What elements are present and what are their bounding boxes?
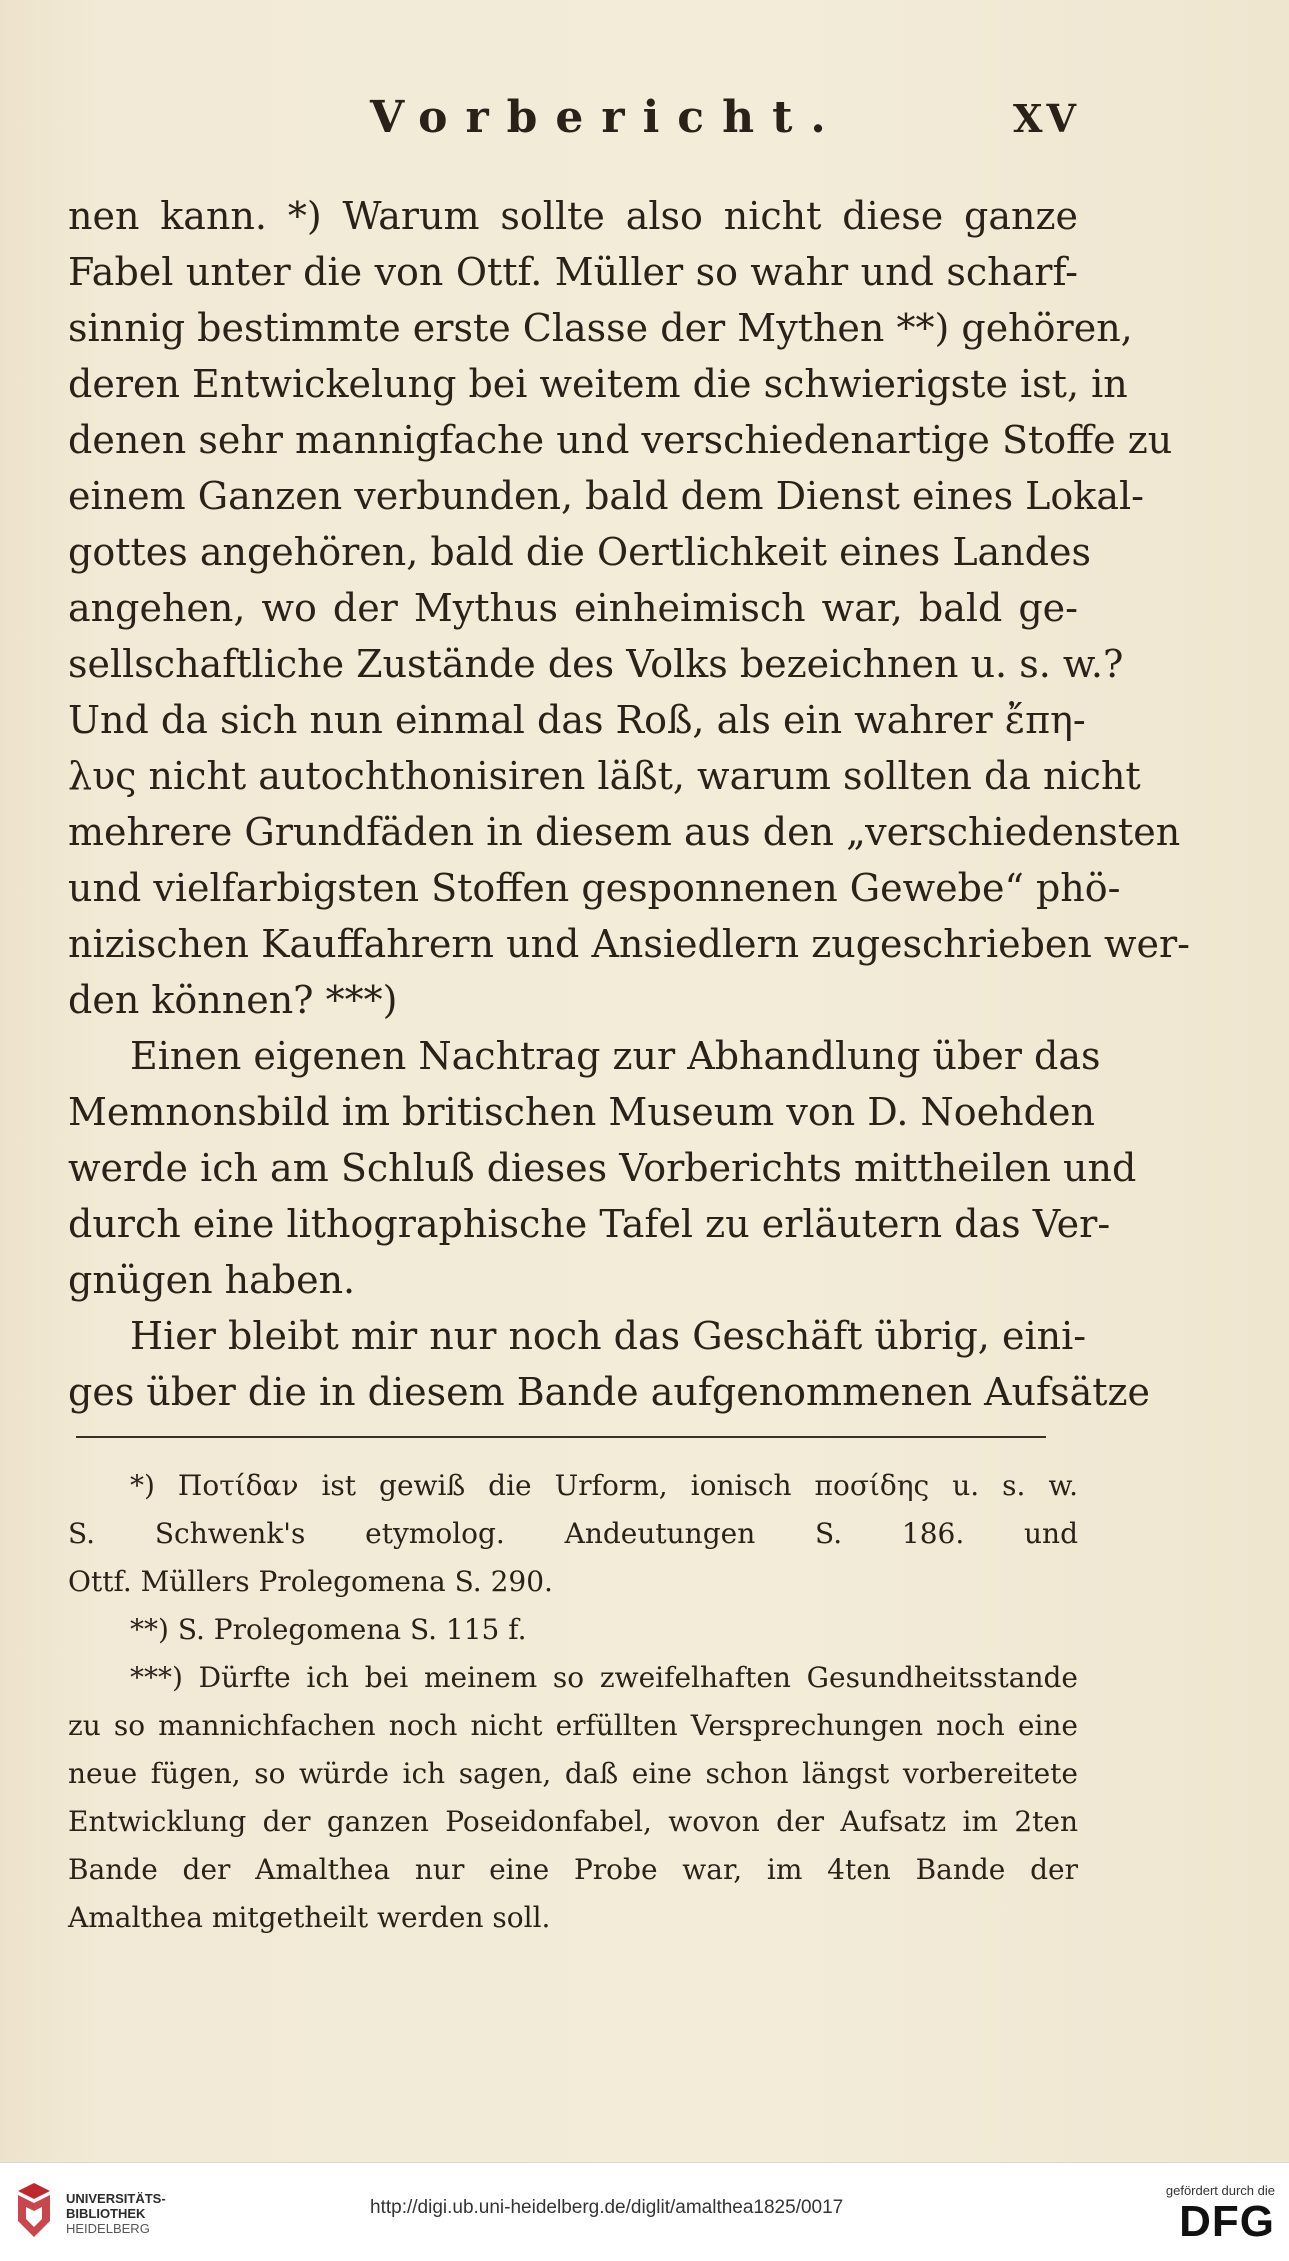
viewer-footer [0,2162,1289,2261]
library-name [66,2191,166,2236]
text-line: Hier bleibt mir nur noch das Geschäft übrig, eini- [130,1314,1087,1358]
text-line: werde ich am Schluß dieses Vorberichts mittheilen und [68,1146,1137,1190]
text-line: nizischen Kauffahrern und Ansiedlern zugeschrieben wer- [68,922,1190,966]
footnote-line: zu so mannichfachen noch nicht erfüllten Versprechungen noch eine [68,1709,1078,1742]
footnote-line: Bande der Amalthea nur eine Probe war, im 4ten Bande der [68,1853,1078,1886]
text-line: sellschaftliche Zustände des Volks bezeichnen u. s. w.? [68,642,1124,686]
permalink-url[interactable]: http://digi.ub.uni-heidelberg.de/diglit/amalthea1825/0017 [370,2197,844,2218]
library-name-line3: HEIDELBERG [66,2221,150,2236]
text-line: angehen, wo der Mythus einheimisch war, bald ge- [68,586,1078,630]
text-line: den können? ***) [68,978,398,1022]
running-title: Vorbericht. [370,92,844,143]
text-line: ges über die in diesem Bande aufgenommenen Aufsätze [68,1370,1151,1414]
footnote-line: **) S. Prolegomena S. 115 f. [130,1613,527,1646]
text-line: gnügen haben. [68,1258,356,1302]
text-line: sinnig bestimmte erste Classe der Mythen **) gehören, [68,306,1133,350]
page-number: XV [1013,96,1080,141]
text-line: durch eine lithographische Tafel zu erläutern das Ver- [68,1202,1111,1246]
text-line: Einen eigenen Nachtrag zur Abhandlung über das [130,1034,1101,1078]
text-line: Fabel unter die von Ottf. Müller so wahr und scharf- [68,250,1078,294]
text-line: Memnonsbild im britischen Museum von D. Noehden [68,1090,1095,1134]
funder-block [1145,2183,1275,2246]
university-library-logo-icon [12,2181,56,2239]
text-line: gottes angehören, bald die Oertlichkeit eines Landes [68,530,1091,574]
body-text [68,188,1190,1420]
text-line: mehrere Grundfäden in diesem aus den „verschiedensten [68,810,1181,854]
dfg-logo: DFG [1179,2197,1275,2246]
footnote-divider [76,1436,1046,1438]
footnote-line: neue fügen, so würde ich sagen, daß eine schon längst vorbereitete [68,1757,1078,1790]
text-line: denen sehr mannigfache und verschiedenartige Stoffe zu [68,418,1173,462]
text-line: deren Entwickelung bei weitem die schwierigste ist, in [68,362,1128,406]
footnote-line: *) Ποτίδαν ist gewiß die Urform, ionisch ποσίδης u. s. w. [130,1469,1078,1502]
text-line: einem Ganzen verbunden, bald dem Dienst eines Lokal- [68,474,1144,518]
funder-note: gefördert durch die [1165,2183,1275,2198]
page-header [70,92,1080,152]
text-line: nen kann. *) Warum sollte also nicht diese ganze [68,194,1078,238]
footnote-line: Entwicklung der ganzen Poseidonfabel, wovon der Aufsatz im 2ten [68,1805,1078,1838]
footnote-line: Amalthea mitgetheilt werden soll. [68,1901,551,1934]
footnote-line: ***) Dürfte ich bei meinem so zweifelhaften Gesundheitsstande [130,1661,1078,1694]
footnote-line: S. Schwenk's etymolog. Andeutungen S. 186. und [68,1517,1078,1550]
text-line: und vielfarbigsten Stoffen gesponnenen Gewebe“ phö- [68,866,1121,910]
text-line: λυς nicht autochthonisiren läßt, warum sollten da nicht [68,754,1141,798]
footnotes [68,1462,1078,1942]
footnote-line: Ottf. Müllers Prolegomena S. 290. [68,1565,553,1598]
library-name-line1: UNIVERSITÄTS- [66,2191,166,2206]
text-line: Und da sich nun einmal das Roß, als ein wahrer ἔπη- [68,698,1086,742]
library-name-line2: BIBLIOTHEK [66,2206,146,2221]
